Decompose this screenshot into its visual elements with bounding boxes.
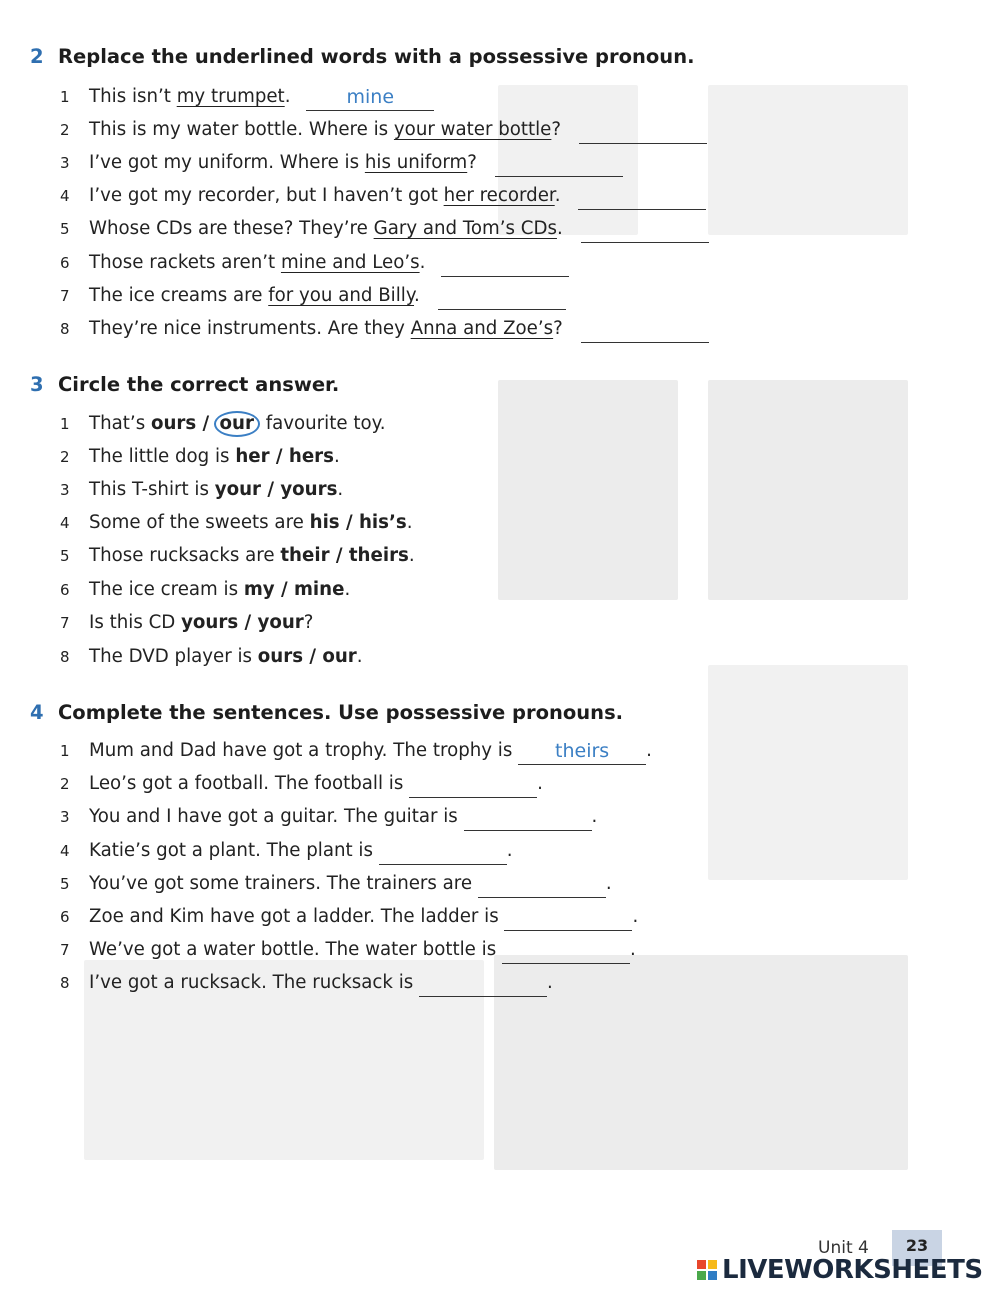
option-a[interactable]: ours bbox=[150, 413, 197, 434]
sentence-text: The ice cream is bbox=[89, 579, 244, 600]
sentence-text: We’ve got a water bottle. The water bottle is bbox=[89, 939, 502, 960]
answer-blank[interactable] bbox=[502, 937, 630, 964]
exercise-2-item bbox=[60, 282, 566, 310]
sentence-text: . bbox=[547, 972, 553, 993]
sentence-text: . bbox=[632, 906, 639, 927]
exercise-3-item bbox=[60, 542, 415, 570]
sentence-text: . bbox=[646, 740, 652, 761]
exercise-2-item bbox=[60, 182, 706, 210]
option-b[interactable]: his’s bbox=[358, 512, 407, 533]
exercise-4-item bbox=[60, 837, 513, 865]
logo-square bbox=[708, 1271, 717, 1280]
sentence-text: . bbox=[356, 646, 363, 667]
sentence-text: This isn’t bbox=[89, 86, 177, 107]
item-number: 6 bbox=[60, 908, 70, 926]
answer-blank[interactable] bbox=[579, 117, 707, 144]
item-number: 3 bbox=[60, 154, 70, 172]
sentence-text: Katie’s got a plant. The plant is bbox=[89, 840, 379, 861]
answer-blank[interactable] bbox=[419, 970, 547, 997]
option-separator: / bbox=[261, 479, 281, 500]
answer-blank[interactable] bbox=[495, 150, 623, 177]
logo-square bbox=[708, 1260, 717, 1269]
exercise-3-item bbox=[60, 643, 363, 671]
answer-blank[interactable] bbox=[438, 283, 566, 310]
option-b[interactable]: theirs bbox=[348, 545, 409, 566]
underlined-words: Gary and Tom’s CDs bbox=[373, 218, 557, 239]
item-number: 1 bbox=[60, 742, 70, 760]
bleed-panel bbox=[708, 380, 908, 600]
sentence-text: . bbox=[605, 873, 612, 894]
sentence-text: Zoe and Kim have got a ladder. The ladder is bbox=[89, 906, 505, 927]
option-b[interactable]: mine bbox=[293, 579, 345, 600]
exercise-2-title bbox=[30, 45, 694, 68]
sentence-text: . bbox=[537, 773, 543, 794]
exercise-instruction: Complete the sentences. Use possessive pronouns. bbox=[58, 701, 624, 724]
answer-blank[interactable] bbox=[441, 250, 569, 277]
item-number: 4 bbox=[60, 514, 70, 532]
bleed-panel bbox=[708, 665, 908, 880]
sentence-text: favourite toy. bbox=[259, 413, 386, 434]
sentence-text: . bbox=[506, 840, 513, 861]
sentence-text: Some of the sweets are bbox=[89, 512, 310, 533]
exercise-4-item bbox=[60, 803, 597, 831]
sentence-text: . bbox=[554, 185, 561, 206]
exercise-4-item bbox=[60, 969, 553, 997]
sentence-text: They’re nice instruments. Are they bbox=[89, 318, 411, 339]
underlined-words: mine and Leo’s bbox=[280, 252, 420, 273]
underlined-words: for you and Billy bbox=[268, 285, 415, 306]
option-b[interactable]: yours bbox=[280, 479, 338, 500]
sentence-text: . bbox=[629, 939, 636, 960]
exercise-2-item bbox=[60, 83, 434, 111]
sentence-text: You and I have got a guitar. The guitar is bbox=[89, 806, 464, 827]
item-number: 4 bbox=[60, 842, 70, 860]
answer-blank[interactable] bbox=[581, 316, 709, 343]
liveworksheets-logo[interactable] bbox=[697, 1255, 983, 1285]
sentence-text: ? bbox=[303, 612, 314, 633]
bleed-panel bbox=[708, 85, 908, 235]
sentence-text: . bbox=[591, 806, 598, 827]
answer-blank[interactable] bbox=[578, 183, 706, 210]
underlined-words: my trumpet bbox=[176, 86, 285, 107]
option-a[interactable]: my bbox=[243, 579, 275, 600]
logo-icon bbox=[697, 1260, 717, 1280]
sentence-text: That’s bbox=[89, 413, 151, 434]
sentence-text: I’ve got my recorder, but I haven’t got bbox=[89, 185, 444, 206]
item-number: 2 bbox=[60, 775, 70, 793]
option-a[interactable]: your bbox=[214, 479, 261, 500]
underlined-words: your water bottle bbox=[393, 119, 552, 140]
sentence-text: ? bbox=[553, 318, 563, 339]
exercise-4-item bbox=[60, 870, 612, 898]
sentence-text: Is this CD bbox=[89, 612, 182, 633]
exercise-3-title bbox=[30, 373, 339, 396]
item-number: 8 bbox=[60, 320, 70, 338]
item-number: 8 bbox=[60, 648, 70, 666]
exercise-2-item bbox=[60, 215, 709, 243]
sentence-text: This T-shirt is bbox=[89, 479, 215, 500]
exercise-3-item bbox=[60, 609, 313, 637]
answer-blank[interactable] bbox=[581, 216, 709, 243]
option-separator: / bbox=[238, 612, 258, 633]
sentence-text: The little dog is bbox=[89, 446, 236, 467]
option-b[interactable]: your bbox=[257, 612, 304, 633]
exercise-number: 2 bbox=[30, 45, 44, 68]
sentence-text: ? bbox=[551, 119, 562, 140]
sentence-text: ? bbox=[467, 152, 477, 173]
option-a[interactable]: yours bbox=[181, 612, 239, 633]
option-a[interactable]: his bbox=[309, 512, 340, 533]
option-separator: / bbox=[303, 646, 323, 667]
item-number: 6 bbox=[60, 254, 70, 272]
logo-square bbox=[697, 1271, 706, 1280]
exercise-3-item bbox=[60, 410, 386, 438]
item-number: 4 bbox=[60, 187, 70, 205]
sentence-text: Leo’s got a football. The football is bbox=[89, 773, 410, 794]
item-number: 3 bbox=[60, 808, 70, 826]
exercise-3-item bbox=[60, 476, 343, 504]
answer-text: theirs bbox=[555, 740, 610, 762]
sentence-text: The ice creams are bbox=[89, 285, 269, 306]
sentence-text: I’ve got my uniform. Where is bbox=[89, 152, 365, 173]
sentence-text: . bbox=[284, 86, 291, 107]
exercise-2-item bbox=[60, 249, 569, 277]
item-number: 7 bbox=[60, 287, 70, 305]
item-number: 5 bbox=[60, 220, 70, 238]
sentence-text: This is my water bottle. Where is bbox=[89, 119, 394, 140]
sentence-text: The DVD player is bbox=[89, 646, 258, 667]
option-a[interactable]: her bbox=[235, 446, 270, 467]
answer-blank[interactable] bbox=[518, 738, 646, 765]
answer-blank[interactable] bbox=[504, 904, 632, 931]
exercise-2-item bbox=[60, 315, 709, 343]
item-number: 1 bbox=[60, 88, 70, 106]
sentence-text: Those rackets aren’t bbox=[89, 252, 281, 273]
item-number: 5 bbox=[60, 875, 70, 893]
sentence-text: Those rucksacks are bbox=[89, 545, 281, 566]
exercise-3-item bbox=[60, 509, 413, 537]
item-number: 2 bbox=[60, 448, 70, 466]
item-number: 2 bbox=[60, 121, 70, 139]
option-separator: / bbox=[196, 413, 216, 434]
exercise-instruction: Circle the correct answer. bbox=[58, 373, 340, 396]
sentence-text: . bbox=[406, 512, 413, 533]
exercise-number: 4 bbox=[30, 701, 44, 724]
sentence-text: . bbox=[344, 579, 351, 600]
option-a[interactable]: their bbox=[280, 545, 330, 566]
page-number: 23 bbox=[892, 1230, 942, 1266]
bleed-panel bbox=[494, 955, 908, 1170]
logo-square bbox=[697, 1260, 706, 1269]
sentence-text: . bbox=[419, 252, 426, 273]
item-number: 8 bbox=[60, 974, 70, 992]
sentence-text: . bbox=[556, 218, 563, 239]
answer-blank[interactable] bbox=[379, 838, 507, 865]
underlined-words: her recorder bbox=[443, 185, 555, 206]
exercise-2-item bbox=[60, 149, 623, 177]
exercise-4-title bbox=[30, 701, 623, 724]
answer-blank[interactable] bbox=[409, 771, 537, 798]
answer-blank[interactable] bbox=[464, 804, 592, 831]
underlined-words: Anna and Zoe’s bbox=[410, 318, 554, 339]
exercise-number: 3 bbox=[30, 373, 44, 396]
item-number: 7 bbox=[60, 614, 70, 632]
sentence-text: Mum and Dad have got a trophy. The trophy is bbox=[89, 740, 519, 761]
option-a[interactable]: ours bbox=[257, 646, 304, 667]
sentence-text: . bbox=[414, 285, 420, 306]
item-number: 5 bbox=[60, 547, 70, 565]
sentence-text: . bbox=[333, 446, 340, 467]
bleed-panel bbox=[498, 380, 678, 600]
sentence-text: . bbox=[337, 479, 344, 500]
sentence-text: You’ve got some trainers. The trainers are bbox=[89, 873, 478, 894]
exercise-3-item bbox=[60, 443, 340, 471]
answer-blank[interactable] bbox=[306, 84, 434, 111]
sentence-text: I’ve got a rucksack. The rucksack is bbox=[89, 972, 420, 993]
answer-blank[interactable] bbox=[478, 871, 606, 898]
item-number: 1 bbox=[60, 415, 70, 433]
option-b-circled[interactable]: our bbox=[214, 411, 260, 437]
exercise-4-item bbox=[60, 770, 543, 798]
option-b[interactable]: our bbox=[322, 646, 357, 667]
item-number: 3 bbox=[60, 481, 70, 499]
answer-text: mine bbox=[346, 86, 395, 108]
underlined-words: his uniform bbox=[364, 152, 468, 173]
exercise-2-item bbox=[60, 116, 707, 144]
option-separator: / bbox=[269, 446, 289, 467]
unit-label: Unit 4 bbox=[818, 1238, 869, 1258]
sentence-text: Whose CDs are these? They’re bbox=[89, 218, 374, 239]
option-separator: / bbox=[339, 512, 359, 533]
exercise-4-item bbox=[60, 936, 636, 964]
exercise-4-item bbox=[60, 903, 638, 931]
sentence-text: . bbox=[408, 545, 415, 566]
exercise-instruction: Replace the underlined words with a possessive pronoun. bbox=[58, 45, 695, 68]
exercise-4-item bbox=[60, 737, 652, 765]
logo-text: LIVEWORKSHEETS bbox=[722, 1255, 983, 1285]
option-b[interactable]: hers bbox=[288, 446, 334, 467]
item-number: 7 bbox=[60, 941, 70, 959]
option-separator: / bbox=[329, 545, 349, 566]
item-number: 6 bbox=[60, 581, 70, 599]
exercise-3-item bbox=[60, 576, 350, 604]
option-separator: / bbox=[274, 579, 294, 600]
